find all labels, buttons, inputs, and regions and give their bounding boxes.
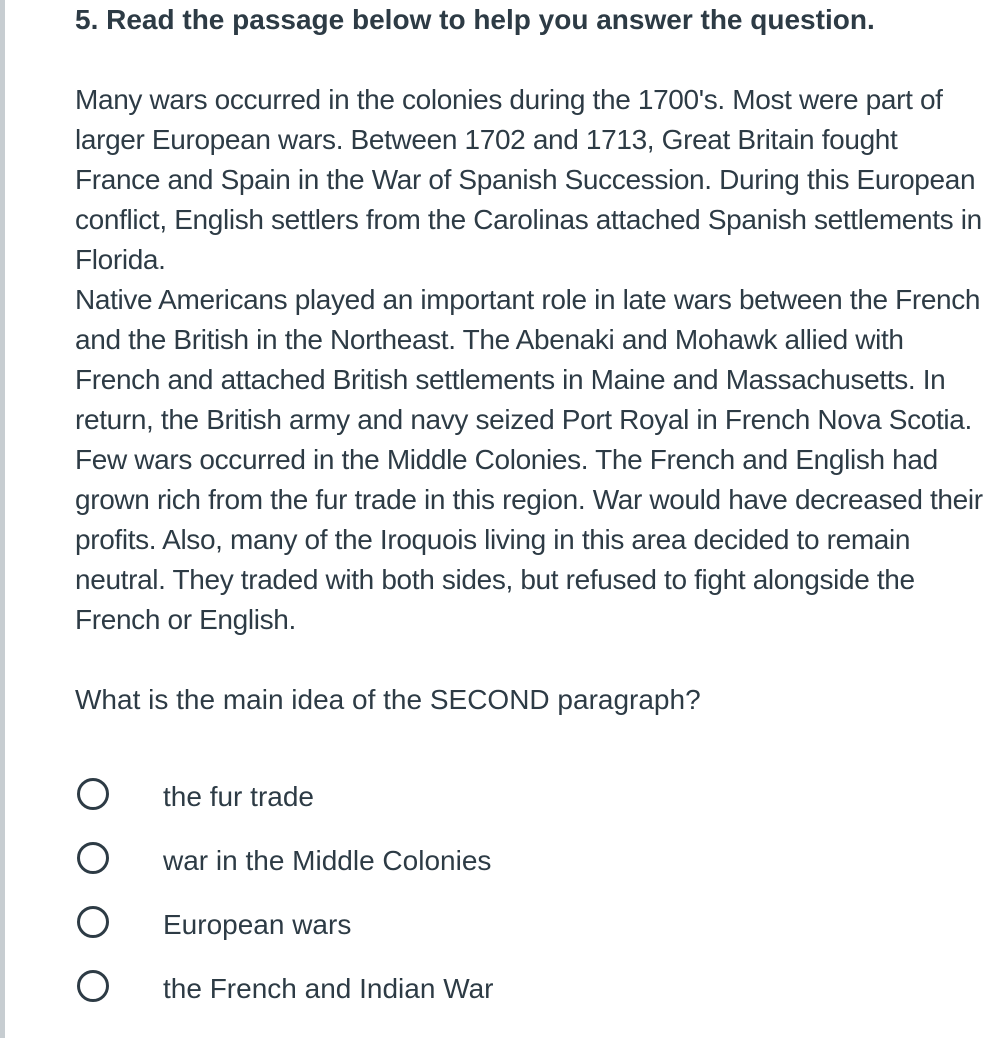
answer-option-french-indian-war[interactable]	[75, 959, 775, 1023]
answer-label[interactable]: European wars	[163, 909, 352, 940]
left-border	[0, 0, 5, 1038]
answer-choices	[75, 767, 775, 1023]
radio-button[interactable]	[77, 842, 109, 874]
question-prompt: What is the main idea of the SECOND paragraph?	[75, 684, 701, 715]
radio-button[interactable]	[77, 906, 109, 938]
passage-paragraph-3: Few wars occurred in the Middle Colonies. The French and English had grown rich from the fur trade in this region. War would have decreased their profits. Also, many of the Iroquois living in this area decided to remain neutral. They traded with both sides, but refused to fight alongside the French or English.	[75, 444, 983, 635]
answer-option-middle-colonies[interactable]	[75, 831, 775, 895]
question-content	[75, 0, 983, 720]
answer-option-fur-trade[interactable]	[75, 767, 775, 831]
answer-option-european-wars[interactable]	[75, 895, 775, 959]
question-header: 5. Read the passage below to help you answer the question.	[75, 4, 875, 35]
passage-paragraph-1: Many wars occurred in the colonies during the 1700's. Most were part of larger European wars. Between 1702 and 1713, Great Britain fought France and Spain in the War of Spanish Succession. During this European conflict, English settlers from the Carolinas attached Spanish settlements in Florida.	[75, 84, 982, 275]
answer-label[interactable]: war in the Middle Colonies	[163, 845, 492, 876]
radio-button[interactable]	[77, 778, 109, 810]
radio-button[interactable]	[77, 970, 109, 1002]
answer-label[interactable]: the French and Indian War	[163, 973, 494, 1004]
passage-paragraph-2: Native Americans played an important role in late wars between the French and the British in the Northeast. The Abenaki and Mohawk allied with French and attached British settlements in Maine and Massachusetts. In return, the British army and navy seized Port Royal in French Nova Scotia.	[75, 284, 981, 435]
passage	[75, 80, 983, 640]
answer-label[interactable]: the fur trade	[163, 781, 314, 812]
